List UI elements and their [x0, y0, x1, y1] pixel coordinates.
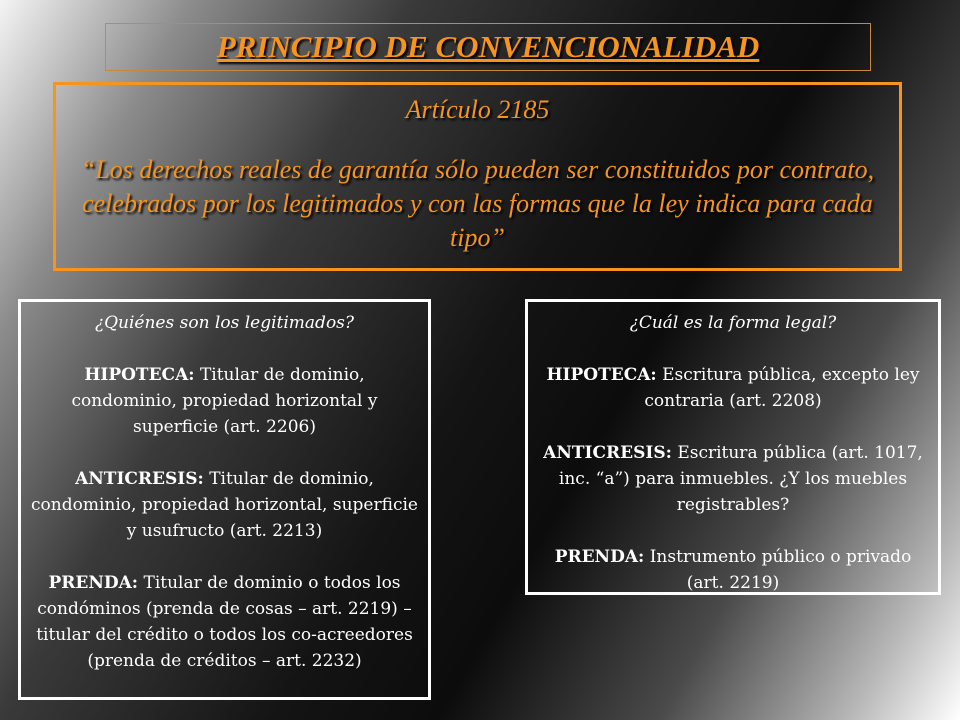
forma-legal-box: [525, 299, 941, 595]
forma-legal-question: ¿Cuál es la forma legal?: [629, 313, 837, 333]
legitimados-box: [18, 299, 431, 700]
anticresis-label: ANTICRESIS:: [543, 443, 672, 463]
anticresis-text: Titular de dominio, condominio, propiedad horizontal, superficie y usufructo (art. 2213): [31, 469, 418, 541]
anticresis-text: Escritura pública (art. 1017, inc. “a”) para inmuebles. ¿Y los muebles registrables?: [558, 443, 923, 515]
hipoteca-label: HIPOTECA:: [84, 365, 195, 385]
prenda-text: Instrumento público o privado (art. 2219): [649, 547, 912, 593]
legitimados-question: ¿Quiénes son los legitimados?: [94, 313, 355, 333]
legitimados-anticresis: [31, 466, 418, 544]
anticresis-label: ANTICRESIS:: [75, 469, 204, 489]
title-box: [105, 23, 871, 71]
article-box: [53, 82, 902, 271]
prenda-label: PRENDA:: [48, 573, 139, 593]
forma-prenda: [538, 544, 928, 596]
hipoteca-text: Titular de dominio, condominio, propiedad horizontal y superficie (art. 2206): [71, 365, 378, 437]
prenda-text: Titular de dominio o todos los condóminos (prenda de cosas – art. 2219) – titular del crédito o todos los co-acreedores (prenda de créditos – art. 2232): [36, 573, 413, 671]
hipoteca-label: HIPOTECA:: [546, 365, 657, 385]
slide-title: PRINCIPIO DE CONVENCIONALIDAD: [216, 29, 760, 64]
prenda-label: PRENDA:: [554, 547, 645, 567]
forma-anticresis: [538, 440, 928, 518]
legitimados-hipoteca: [31, 362, 418, 440]
article-quote: “Los derechos reales de garantía sólo pueden ser constituidos por contrato, celebrados por los legitimados y con las formas que la ley indica para cada tipo”: [80, 155, 875, 252]
legitimados-prenda: [31, 570, 418, 674]
hipoteca-text: Escritura pública, excepto ley contraria (art. 2208): [644, 365, 920, 411]
article-heading: Artículo 2185: [405, 95, 550, 124]
forma-hipoteca: [538, 362, 928, 414]
